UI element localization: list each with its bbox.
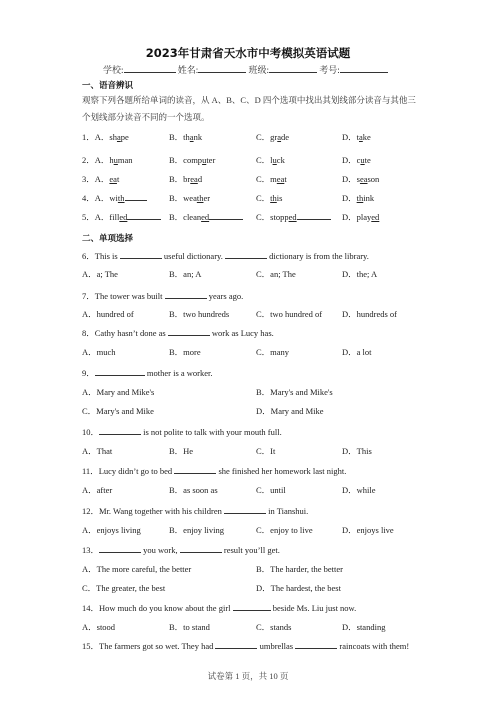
q13-option-c[interactable]: C．The greater, the best bbox=[82, 583, 166, 593]
option-letter: C． bbox=[256, 193, 271, 203]
section-heading-phonetics: 一、语音辨识 bbox=[82, 81, 134, 91]
q1-option-b[interactable] bbox=[169, 131, 202, 143]
underlined-part: a bbox=[359, 132, 363, 142]
q8-option-c[interactable]: C．many bbox=[256, 347, 290, 357]
student-info-line bbox=[103, 63, 388, 76]
word-part: h bbox=[109, 155, 114, 165]
option-letter: C． bbox=[256, 174, 271, 184]
word-part: t bbox=[284, 174, 287, 184]
q11-option-d[interactable]: D．while bbox=[342, 485, 376, 495]
page-footer: 试卷第 1 页，共 10 页 bbox=[207, 671, 289, 681]
word-part: er bbox=[203, 193, 211, 203]
q2-option-a[interactable] bbox=[82, 154, 133, 166]
underlined-part: a bbox=[277, 132, 282, 142]
q6-option-d[interactable]: D．the; A bbox=[342, 269, 378, 279]
q13-option-b[interactable]: B．The harder, the better bbox=[256, 564, 343, 574]
underlined-part: ed bbox=[371, 212, 380, 222]
underlined-part: ed bbox=[119, 212, 128, 222]
word-part: th bbox=[183, 132, 190, 142]
underlined-part: th bbox=[196, 193, 204, 203]
name-blank bbox=[198, 63, 246, 73]
q4-option-b[interactable] bbox=[169, 192, 210, 204]
answer-blank[interactable] bbox=[99, 426, 141, 435]
underlined-part: th bbox=[356, 193, 364, 203]
word-part: l bbox=[270, 155, 273, 165]
section-heading-choice: 二、单项选择 bbox=[82, 234, 134, 244]
q8-option-a[interactable]: A．much bbox=[82, 347, 116, 357]
answer-blank[interactable] bbox=[174, 465, 216, 474]
q13-option-d[interactable]: D．The hardest, the best bbox=[256, 583, 341, 593]
question-number: 5． bbox=[82, 212, 95, 222]
word-part: s bbox=[356, 174, 360, 184]
question-number: 1． bbox=[82, 132, 95, 142]
q3-option-b[interactable] bbox=[169, 173, 202, 185]
underline-fill bbox=[125, 192, 147, 201]
question-10: 10． is not polite to talk with your mouth full. bbox=[82, 427, 282, 437]
q7-option-b[interactable]: B．two hundreds bbox=[169, 309, 230, 319]
q2-option-b[interactable] bbox=[169, 154, 215, 166]
option-letter: A． bbox=[94, 212, 110, 222]
option-letter: B． bbox=[169, 132, 184, 142]
word-part: is bbox=[276, 193, 283, 203]
word-part: ck bbox=[276, 155, 285, 165]
q14-option-d[interactable]: D．standing bbox=[342, 622, 386, 632]
question-15: 15．The farmers got so wet. They had umbrellas raincoats with them! bbox=[82, 641, 410, 651]
question-number: 2． bbox=[82, 155, 95, 165]
answer-blank[interactable] bbox=[295, 640, 337, 649]
q1-option-a[interactable] bbox=[82, 131, 129, 143]
word-part: comp bbox=[183, 155, 203, 165]
word-part: wi bbox=[109, 193, 118, 203]
word-part: stopp bbox=[270, 212, 289, 222]
question-7: 7．The tower was built years ago. bbox=[82, 291, 244, 301]
q14-option-c[interactable]: C．stands bbox=[256, 622, 292, 632]
underlined-part: u bbox=[360, 155, 365, 165]
question-8: 8．Cathy hasn’t done as work as Lucy has. bbox=[82, 328, 274, 338]
answer-blank[interactable] bbox=[233, 602, 271, 611]
q10-option-b[interactable]: B．He bbox=[169, 446, 194, 456]
option-letter: B． bbox=[169, 155, 184, 165]
q12-option-d[interactable]: D．enjoys live bbox=[342, 525, 394, 535]
q4-option-d[interactable] bbox=[342, 192, 374, 204]
option-letter: B． bbox=[169, 174, 184, 184]
exam-title: 2023年甘肃省天水市中考模拟英语试题 bbox=[145, 46, 351, 60]
word-part: c bbox=[356, 155, 361, 165]
q9-option-b[interactable]: B．Mary's and Mike's bbox=[256, 387, 333, 397]
word-part: gr bbox=[270, 132, 278, 142]
word-part: de bbox=[281, 132, 290, 142]
q11-option-b[interactable]: B．as soon as bbox=[169, 485, 218, 495]
q12-option-a[interactable]: A．enjoys living bbox=[82, 525, 141, 535]
underlined-part: th bbox=[117, 193, 125, 203]
underline-fill bbox=[209, 211, 243, 220]
answer-blank[interactable] bbox=[215, 640, 257, 649]
underlined-part: u bbox=[113, 155, 118, 165]
q9-option-c[interactable]: C．Mary's and Mike bbox=[82, 406, 154, 416]
answer-blank[interactable] bbox=[225, 250, 267, 259]
option-letter: A． bbox=[94, 132, 110, 142]
word-part: sh bbox=[109, 132, 117, 142]
answer-blank[interactable] bbox=[99, 544, 141, 553]
q14-option-a[interactable]: A．stood bbox=[82, 622, 116, 632]
word-part: ke bbox=[362, 132, 371, 142]
option-letter: B． bbox=[169, 193, 184, 203]
underlined-part: u bbox=[202, 155, 207, 165]
underline-fill bbox=[297, 211, 331, 220]
answer-blank[interactable] bbox=[165, 290, 207, 299]
option-letter: C． bbox=[256, 132, 271, 142]
underlined-part: a bbox=[189, 132, 194, 142]
word-part: man bbox=[117, 155, 133, 165]
underlined-part: a bbox=[116, 132, 121, 142]
word-part: wea bbox=[183, 193, 197, 203]
word-part: ter bbox=[206, 155, 216, 165]
answer-blank[interactable] bbox=[95, 367, 145, 376]
q10-option-a[interactable]: A．That bbox=[82, 446, 113, 456]
answer-blank[interactable] bbox=[224, 505, 266, 514]
option-letter: D． bbox=[342, 212, 357, 222]
word-part: t bbox=[116, 174, 120, 184]
school-label: 学校: bbox=[103, 65, 124, 75]
underlined-part: ea bbox=[276, 174, 285, 184]
option-letter: B． bbox=[169, 212, 184, 222]
q5-option-d[interactable] bbox=[342, 211, 379, 223]
word-part: fill bbox=[109, 212, 120, 222]
word-part: d bbox=[197, 174, 203, 184]
word-part: nk bbox=[193, 132, 203, 142]
option-letter: A． bbox=[94, 193, 110, 203]
q6-option-b[interactable]: B．an; A bbox=[169, 269, 202, 279]
q4-option-a[interactable] bbox=[82, 192, 147, 204]
word-part: son bbox=[367, 174, 380, 184]
option-letter: D． bbox=[342, 155, 357, 165]
section-instruction: 观察下列各题所给单词的读音，从 A、B、C、D 四个选项中找出其划线部分读音与其他三个划线部分读音不同的一个选项。 bbox=[82, 95, 416, 122]
underlined-part: th bbox=[270, 193, 277, 203]
option-letter: D． bbox=[342, 193, 357, 203]
word-part: m bbox=[270, 174, 277, 184]
answer-blank[interactable] bbox=[120, 250, 162, 259]
question-number: 4． bbox=[82, 193, 95, 203]
q13-option-a[interactable]: A．The more careful, the better bbox=[82, 564, 192, 574]
q10-option-d[interactable]: D．This bbox=[342, 446, 372, 456]
q5-option-c[interactable] bbox=[256, 211, 331, 223]
q9-option-a[interactable]: A．Mary and Mike's bbox=[82, 387, 155, 397]
underlined-part: u bbox=[272, 155, 277, 165]
q7-option-d[interactable]: D．hundreds of bbox=[342, 309, 398, 319]
q9-option-d[interactable]: D．Mary and Mike bbox=[256, 406, 324, 416]
q10-option-c[interactable]: C．It bbox=[256, 446, 276, 456]
q12-option-b[interactable]: B．enjoy living bbox=[169, 525, 225, 535]
q7-option-a[interactable]: A．hundred of bbox=[82, 309, 134, 319]
q6-option-a[interactable]: A．a; The bbox=[82, 269, 118, 279]
q5-option-b[interactable] bbox=[169, 211, 243, 223]
underlined-part: ed bbox=[288, 212, 297, 222]
q11-option-c[interactable]: C．until bbox=[256, 485, 286, 495]
q14-option-b[interactable]: B．to stand bbox=[169, 622, 210, 632]
q1-option-c[interactable] bbox=[256, 131, 289, 143]
underlined-part: ea bbox=[190, 174, 198, 184]
q1-option-d[interactable] bbox=[342, 131, 371, 143]
question-13: 13． you work, result you’ll get. bbox=[82, 545, 280, 555]
underlined-part: ed bbox=[201, 212, 210, 222]
underline-fill bbox=[127, 211, 161, 220]
option-letter: D． bbox=[342, 132, 357, 142]
question-14: 14．How much do you know about the girl beside Ms. Liu just now. bbox=[82, 603, 357, 613]
name-label: 姓名: bbox=[177, 65, 199, 75]
q12-option-c[interactable]: C．enjoy to live bbox=[256, 525, 313, 535]
underlined-part: ea bbox=[359, 174, 368, 184]
question-12: 12．Mr. Wang together with his children in Tianshui. bbox=[82, 506, 309, 516]
question-6: 6．This is useful dictionary. dictionary is from the library. bbox=[82, 251, 369, 261]
q3-option-c[interactable] bbox=[256, 173, 287, 185]
q3-option-a[interactable] bbox=[82, 173, 119, 185]
q2-option-c[interactable] bbox=[256, 154, 285, 166]
question-11: 11．Lucy didn’t go to bed she finished her homework last night. bbox=[82, 466, 347, 476]
q4-option-c[interactable] bbox=[256, 192, 282, 204]
number-label: 考号: bbox=[319, 65, 340, 75]
answer-blank[interactable] bbox=[180, 544, 222, 553]
question-number: 3． bbox=[82, 174, 95, 184]
option-letter: D． bbox=[342, 174, 357, 184]
q11-option-a[interactable]: A．after bbox=[82, 485, 113, 495]
q2-option-d[interactable] bbox=[342, 154, 371, 166]
q5-option-a[interactable] bbox=[82, 211, 161, 223]
question-9: 9． mother is a worker. bbox=[82, 368, 213, 378]
option-letter: C． bbox=[256, 155, 271, 165]
word-part: clean bbox=[183, 212, 202, 222]
q8-option-d[interactable]: D．a lot bbox=[342, 347, 372, 357]
q3-option-d[interactable] bbox=[342, 173, 379, 185]
option-letter: A． bbox=[94, 174, 110, 184]
word-part: ink bbox=[363, 193, 375, 203]
school-blank bbox=[124, 63, 176, 73]
word-part: play bbox=[356, 212, 372, 222]
class-blank bbox=[269, 63, 317, 73]
option-letter: A． bbox=[94, 155, 110, 165]
word-part: br bbox=[183, 174, 191, 184]
number-blank bbox=[340, 63, 388, 73]
q7-option-c[interactable]: C．two hundred of bbox=[256, 309, 323, 319]
word-part: pe bbox=[120, 132, 129, 142]
underlined-part: ea bbox=[109, 174, 117, 184]
answer-blank[interactable] bbox=[168, 327, 210, 336]
q8-option-b[interactable]: B．more bbox=[169, 347, 201, 357]
word-part: t bbox=[356, 132, 360, 142]
class-label: 班级: bbox=[248, 65, 270, 75]
word-part: te bbox=[364, 155, 371, 165]
q6-option-c[interactable]: C．an; The bbox=[256, 269, 296, 279]
option-letter: C． bbox=[256, 212, 271, 222]
